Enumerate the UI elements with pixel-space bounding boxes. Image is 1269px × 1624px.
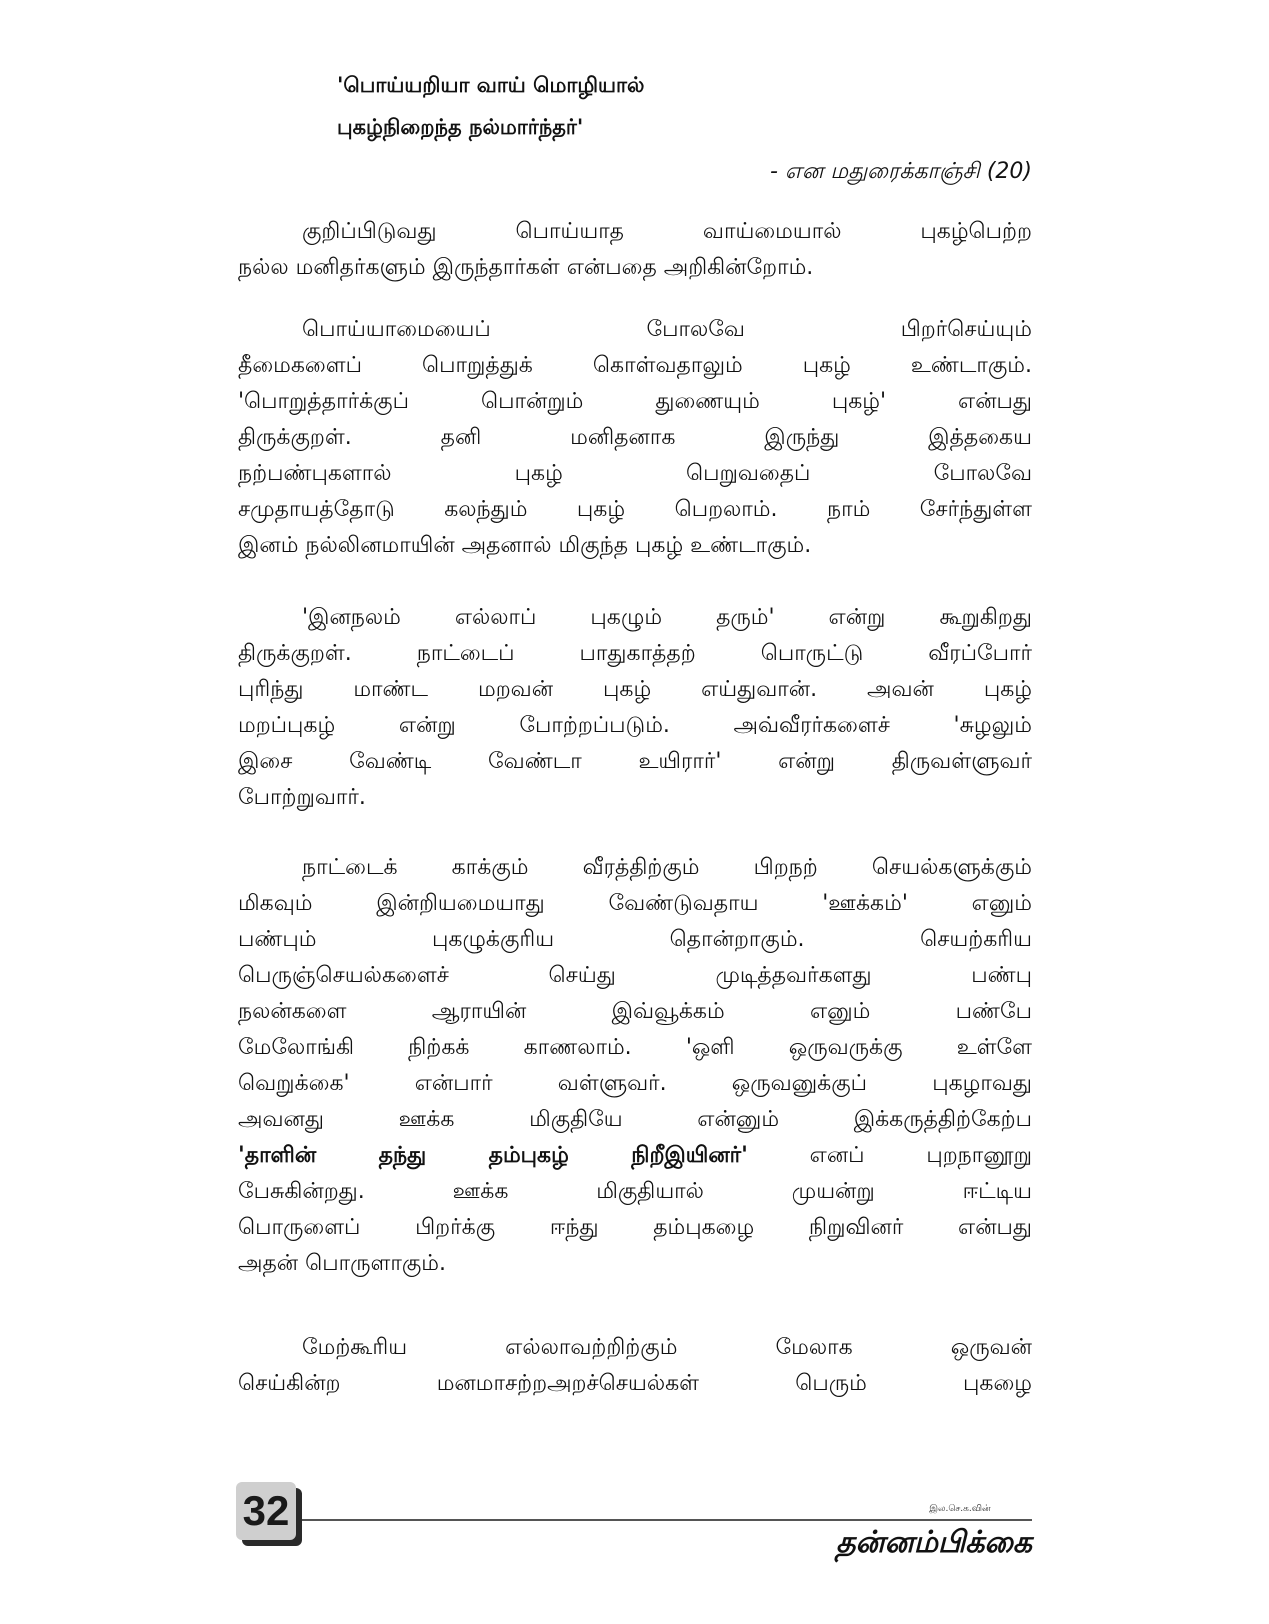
paragraph-line: அவனது ஊக்க மிகுதியே என்னும் இக்கருத்திற்கேற்ப (238, 1107, 1032, 1132)
paragraph-line: பேசுகின்றது. ஊக்க மிகுதியால் முயன்று ஈட்டிய (238, 1179, 1032, 1204)
paragraph-line: சமுதாயத்தோடு கலந்தும் புகழ் பெறலாம். நாம் சேர்ந்துள்ள (238, 497, 1032, 522)
paragraph-line: மேலோங்கி நிற்கக் காணலாம். 'ஒளி ஒருவருக்கு உள்ளே (238, 1035, 1032, 1060)
paragraph-line: 'தாளின் தந்து தம்புகழ் நிறீஇயினர்' எனப் புறநானூறு (238, 1143, 1032, 1168)
paragraph-line: அதன் பொருளாகும். (238, 1251, 446, 1276)
footer-divider (300, 1519, 1032, 1521)
paragraph-line: புரிந்து மாண்ட மறவன் புகழ் எய்துவான். அவன் புகழ் (238, 677, 1032, 702)
paragraph-line: பெருஞ்செயல்களைச் செய்து முடித்தவர்களது பண்பு (238, 963, 1032, 988)
paragraph-3 (238, 600, 1032, 816)
paragraph-line: மேற்கூரிய எல்லாவற்றிற்கும் மேலாக ஒருவன் (302, 1335, 1032, 1360)
quote-citation: - என மதுரைக்காஞ்சி (20) (769, 159, 1032, 184)
paragraph-line: நாட்டைக் காக்கும் வீரத்திற்கும் பிறநற் செயல்களுக்கும் (302, 855, 1032, 880)
paragraph-line: பொய்யாமையைப் போலவே பிறர்செய்யும் (302, 317, 1032, 342)
paragraph-line: நற்பண்புகளால் புகழ் பெறுவதைப் போலவே (238, 461, 1032, 486)
brand-logo: தன்னம்பிக்கை (836, 1525, 1032, 1560)
paragraph-line: திருக்குறள். நாட்டைப் பாதுகாத்தற் பொருட்டு வீரப்போர் (238, 641, 1032, 666)
paragraph-line: மிகவும் இன்றியமையாது வேண்டுவதாய 'ஊக்கம்' எனும் (238, 891, 1032, 916)
paragraph-line: திருக்குறள். தனி மனிதனாக இருந்து இத்தகைய (238, 425, 1032, 450)
quote-line-2: புகழ்நிறைந்த நல்மார்ந்தர்' (337, 115, 584, 139)
paragraph-line: இசை வேண்டி வேண்டா உயிரார்' என்று திருவள்ளுவர் (238, 749, 1032, 774)
quoted-phrase: 'தாளின் தந்து தம்புகழ் நிறீஇயினர்' (238, 1143, 748, 1168)
paragraph-line: நலன்களை ஆராயின் இவ்வூக்கம் எனும் பண்பே (238, 999, 1032, 1024)
paragraph-line: பண்பும் புகழுக்குரிய தொன்றாகும். செயற்கரிய (238, 927, 1032, 952)
paragraph-line: பொருளைப் பிறர்க்கு ஈந்து தம்புகழை நிறுவினர் என்பது (238, 1215, 1032, 1240)
page-number: 32 (236, 1482, 296, 1540)
paragraph-5 (238, 1330, 1032, 1402)
paragraph-2 (238, 312, 1032, 564)
paragraph-line: குறிப்பிடுவது பொய்யாத வாய்மையால் புகழ்பெற்ற (302, 219, 1032, 244)
paragraph-line: செய்கின்ற மனமாசற்றஅறச்செயல்கள் பெரும் புகழை (238, 1371, 1032, 1396)
paragraph-line: 'பொறுத்தார்க்குப் பொன்றும் துணையும் புகழ்' என்பது (238, 389, 1032, 414)
paragraph-line: இனம் நல்லினமாயின் அதனால் மிகுந்த புகழ் உண்டாகும். (238, 533, 812, 558)
paragraph-line: மறப்புகழ் என்று போற்றப்படும். அவ்வீரர்களைச் 'சுழலும் (238, 713, 1032, 738)
paragraph-line: நல்ல மனிதர்களும் இருந்தார்கள் என்பதை அறிகின்றோம். (238, 255, 814, 280)
paragraph-line: போற்றுவார். (238, 785, 366, 810)
paragraph-1 (238, 214, 1032, 286)
brand-tagline: இல.செ.க.வின் (929, 1504, 991, 1514)
quote-line-1: 'பொய்யறியா வாய் மொழியால் (337, 73, 645, 97)
paragraph-4 (238, 850, 1032, 1282)
paragraph-line: தீமைகளைப் பொறுத்துக் கொள்வதாலும் புகழ் உண்டாகும். (238, 353, 1032, 378)
paragraph-line: வெறுக்கை' என்பார் வள்ளுவர். ஒருவனுக்குப் புகழாவது (238, 1071, 1032, 1096)
paragraph-line: 'இனநலம் எல்லாப் புகழும் தரும்' என்று கூறுகிறது (302, 605, 1032, 630)
